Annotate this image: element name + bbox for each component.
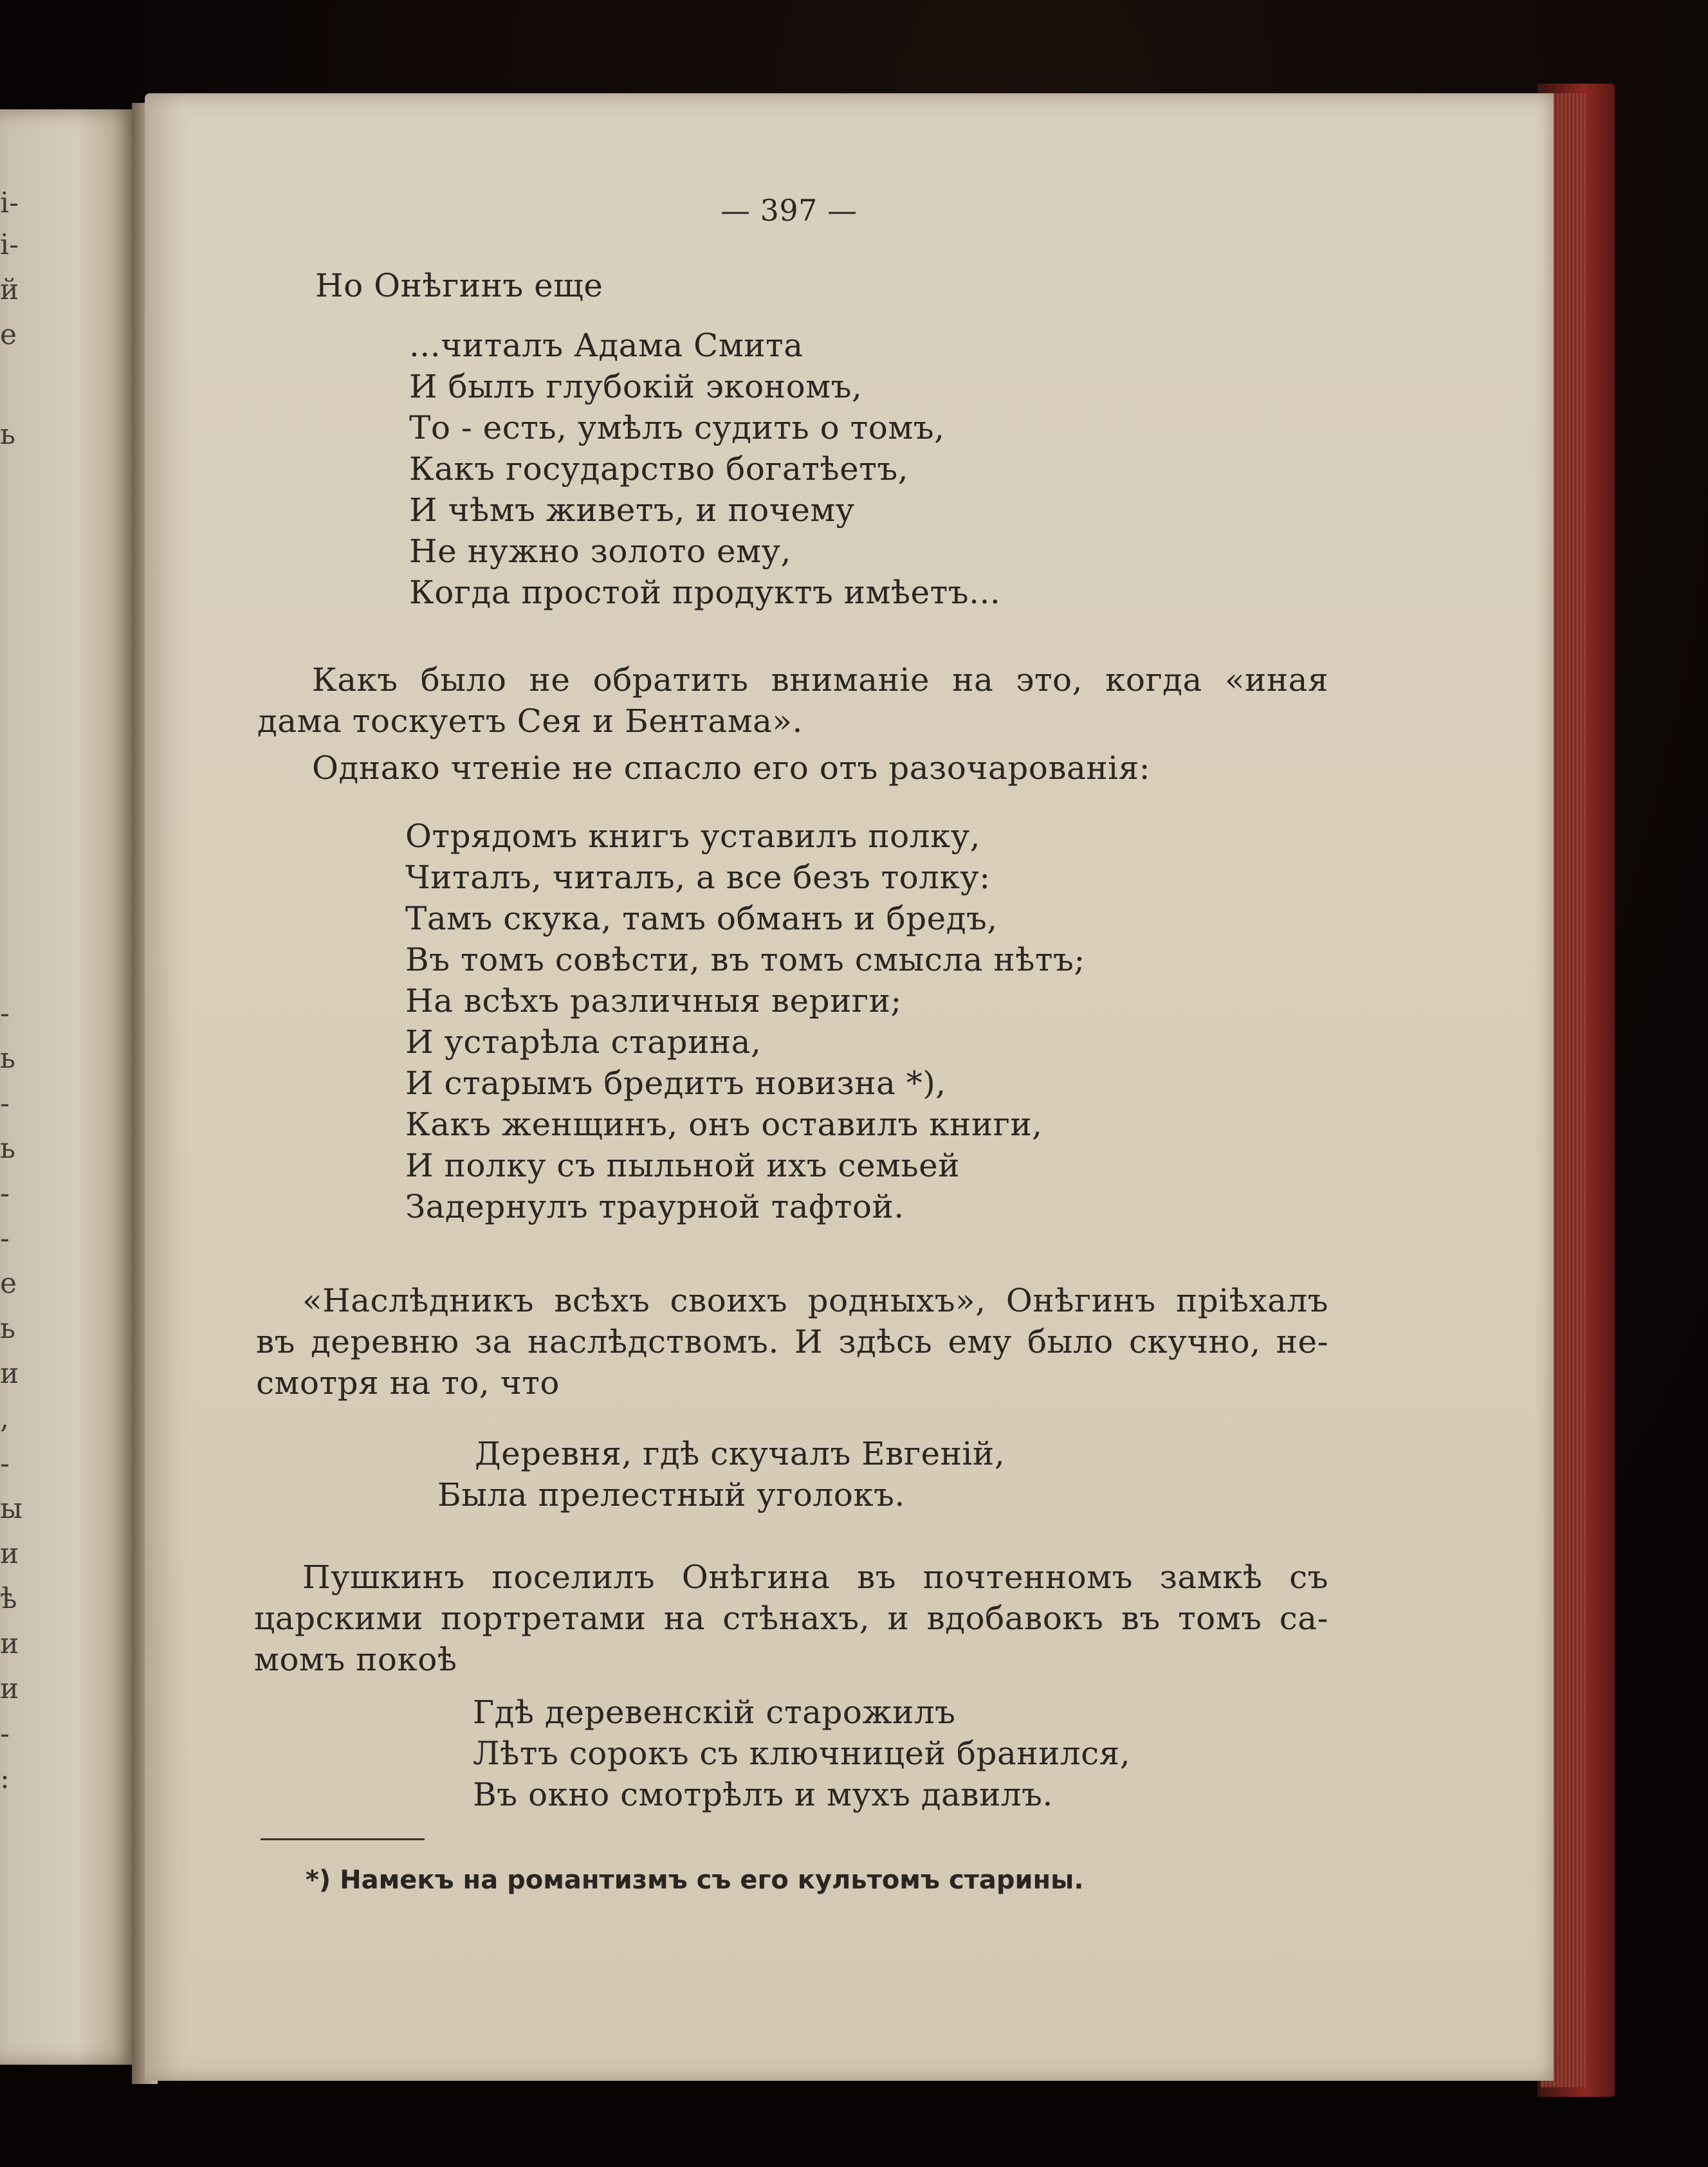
verse-line: Задернулъ траурной тафтой. <box>405 1188 905 1225</box>
verse-line: И былъ глубокій экономъ, <box>409 368 863 405</box>
left-page-fragment: - <box>0 1087 10 1120</box>
verse-line: Какъ женщинъ, онъ оставилъ книги, <box>405 1106 1043 1143</box>
verse-line: Читалъ, читалъ, а все безъ толку: <box>405 859 991 896</box>
left-page-fragment: ь <box>0 1132 15 1165</box>
lead-in-line: Но Онѣгинъ еще <box>315 267 603 304</box>
verse-line: Когда простой продуктъ имѣетъ... <box>409 574 1001 611</box>
left-page-fragment: е <box>0 318 17 351</box>
verse-line: Не нужно золото ему, <box>409 533 791 570</box>
footnote: *) Намекъ на романтизмъ съ его культомъ старины. <box>306 1865 1084 1895</box>
paragraph-line: смотря на то, что <box>256 1364 560 1402</box>
left-page-fragment: е <box>0 1267 17 1300</box>
left-page-fragment: - <box>0 997 10 1030</box>
left-page-fragment: ь <box>0 418 15 451</box>
left-page-fragment: ь <box>0 1042 15 1075</box>
verse-line: Гдѣ деревенскій старожилъ <box>473 1694 956 1731</box>
paragraph-line: царскими портретами на стѣнахъ, и вдобавокъ въ томъ са- <box>254 1600 1328 1637</box>
verse-line: Лѣтъ сорокъ съ ключницей бранился, <box>473 1735 1131 1772</box>
verse-line: Въ окно смотрѣлъ и мухъ давилъ. <box>473 1776 1053 1813</box>
verse-line: То - есть, умѣлъ судить о томъ, <box>409 409 945 446</box>
paragraph-line: момъ покоѣ <box>254 1641 457 1678</box>
paragraph-line: дама тоскуетъ Сея и Бентама». <box>257 702 803 740</box>
verse-line: Въ томъ совѣсти, въ томъ смысла нѣтъ; <box>405 941 1085 978</box>
left-facing-page <box>0 109 138 2065</box>
left-page-fragment: і- <box>0 228 19 261</box>
left-page-fragment: , <box>0 1402 9 1435</box>
verse-line: И чѣмъ живетъ, и почему <box>409 491 855 529</box>
left-page-fragment: - <box>0 1177 10 1210</box>
left-page-fragment: и <box>0 1672 19 1705</box>
verse-line: И старымъ бредитъ новизна *), <box>405 1065 946 1102</box>
verse-line: Деревня, гдѣ скучалъ Евгеній, <box>475 1435 1006 1472</box>
left-page-fragment: - <box>0 1222 10 1255</box>
left-page-fragment: ы <box>0 1492 23 1525</box>
left-page-fragment: і- <box>0 187 19 219</box>
paragraph-line: Однако чтеніе не спасло его отъ разочарованія: <box>312 749 1151 787</box>
verse-line: И устарѣла старина, <box>405 1023 762 1061</box>
left-page-fragment: - <box>0 1447 10 1480</box>
paragraph-line: въ деревню за наслѣдствомъ. И здѣсь ему было скучно, не- <box>256 1323 1328 1360</box>
paragraph-line: «Наслѣдникъ всѣхъ своихъ родныхъ», Онѣгинъ пріѣхалъ <box>302 1282 1328 1319</box>
verse-line: Была прелестный уголокъ. <box>437 1476 905 1513</box>
left-page-fragment: ѣ <box>0 1582 17 1615</box>
verse-line: На всѣхъ различныя вериги; <box>405 982 902 1019</box>
verse-line: Какъ государство богатѣетъ, <box>409 450 909 488</box>
footnote-rule <box>261 1838 425 1840</box>
left-page-fragment: и <box>0 1537 19 1570</box>
left-page-fragment: ь <box>0 1312 15 1345</box>
paragraph-line: Какъ было не обратить вниманіе на это, когда «иная <box>312 661 1328 699</box>
paragraph-line: Пушкинъ поселилъ Онѣгина въ почтенномъ замкѣ съ <box>302 1559 1328 1596</box>
verse-line: ...читалъ Адама Смита <box>409 327 803 364</box>
verse-line: И полку съ пыльной ихъ семьей <box>405 1147 960 1184</box>
left-page-fragment: й <box>0 273 19 306</box>
left-page-fragment: : <box>0 1762 10 1795</box>
left-page-fragment: и <box>0 1627 19 1660</box>
left-page-fragment: - <box>0 1717 10 1750</box>
verse-line: Отрядомъ книгъ уставилъ полку, <box>405 818 981 855</box>
left-page-fragment: и <box>0 1357 19 1390</box>
page-number: — 397 — <box>721 193 858 228</box>
verse-line: Тамъ скука, тамъ обманъ и бредъ, <box>405 900 998 937</box>
